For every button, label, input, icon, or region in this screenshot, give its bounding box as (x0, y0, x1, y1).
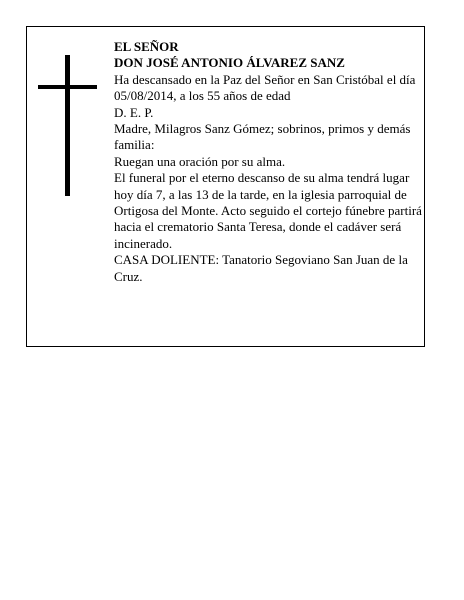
obituary-notice (26, 26, 425, 347)
cross-vertical-bar (65, 55, 70, 196)
funeral-details: El funeral por el eterno descanso de su alma tendrá lugar hoy día 7, a las 13 de la tarde, en la iglesia parroquial de Ortigosa del Monte. Acto seguido el cortejo fúnebre partirá hacia el crematorio Santa Teresa, donde el cadáver será incinerado. (114, 170, 422, 251)
obituary-text (114, 39, 422, 285)
dep-line: D. E. P. (114, 104, 154, 120)
family-line: Madre, Milagros Sanz Gómez; sobrinos, primos y demás familia: (114, 121, 411, 153)
heading-title: EL SEÑOR (114, 39, 179, 54)
cross-horizontal-bar (38, 85, 97, 89)
rest-statement: Ha descansado en la Paz del Señor en San Cristóbal el día 05/08/2014, a los 55 años de edad (114, 71, 416, 104)
prayer-request: Ruegan una oración por su alma. (114, 153, 286, 169)
mourning-house: CASA DOLIENTE: Tanatorio Segoviano San Juan de la Cruz. (114, 252, 408, 284)
deceased-name: DON JOSÉ ANTONIO ÁLVAREZ SANZ (114, 55, 345, 71)
